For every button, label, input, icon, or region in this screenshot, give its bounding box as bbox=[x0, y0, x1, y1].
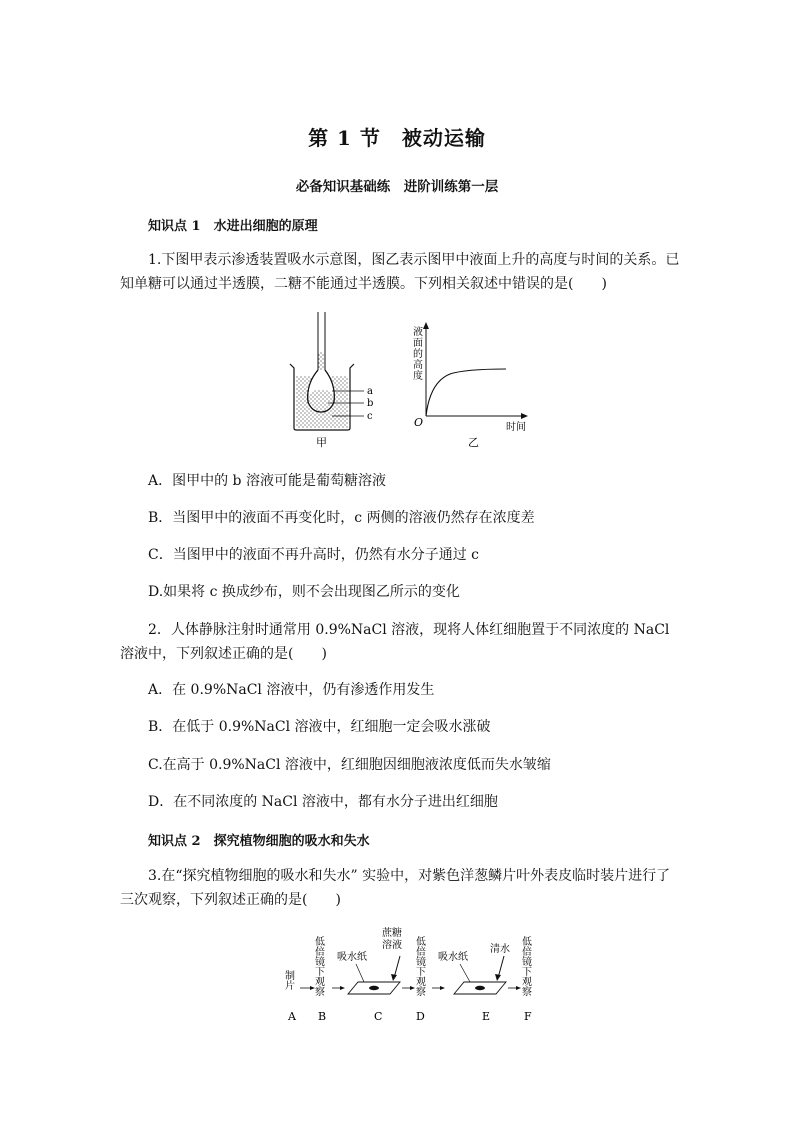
beaker-diagram bbox=[290, 312, 373, 449]
sucrose-line1: 蔗糖 bbox=[382, 928, 402, 939]
label-c: c bbox=[367, 411, 373, 422]
label-a: a bbox=[367, 386, 373, 397]
height-time-graph bbox=[411, 322, 529, 449]
step-observe-d: 低倍镜下观察 bbox=[413, 936, 425, 996]
q2-option-c: C.在高于 0.9%NaCl 溶液中，红细胞因细胞液浓度低而失水皱缩 bbox=[148, 757, 551, 773]
question-1-stem bbox=[120, 248, 680, 296]
q1-option-a: A．图甲中的 b 溶液可能是葡萄糖溶液 bbox=[148, 473, 386, 489]
knowledge-point-2: 知识点 2 探究植物细胞的吸水和失水 bbox=[148, 834, 370, 849]
letter-f: F bbox=[524, 1010, 532, 1023]
figure-osmosis bbox=[280, 312, 540, 452]
letter-c: C bbox=[374, 1010, 383, 1023]
sucrose-line2: 溶液 bbox=[382, 940, 402, 951]
q1-option-c: C．当图甲中的液面不再升高时，仍然有水分子通过 c bbox=[148, 547, 480, 563]
q1-option-d: D.如果将 c 换成纱布，则不会出现图乙所示的变化 bbox=[148, 584, 460, 600]
q2-option-b: B．在低于 0.9%NaCl 溶液中，红细胞一定会吸水涨破 bbox=[148, 719, 491, 735]
section-subtitle: 必备知识基础练 进阶训练第一层 bbox=[295, 179, 499, 195]
q1-option-b: B．当图甲中的液面不再变化时，c 两侧的溶液仍然存在浓度差 bbox=[148, 510, 535, 526]
q2-option-a: A．在 0.9%NaCl 溶液中，仍有渗透作用发生 bbox=[148, 682, 435, 698]
x-axis-label: 时间 bbox=[506, 422, 526, 433]
letter-e: E bbox=[482, 1010, 491, 1023]
caption-yi: 乙 bbox=[468, 436, 479, 449]
letter-a: A bbox=[288, 1010, 296, 1023]
water-label: 清水 bbox=[490, 944, 510, 955]
step-observe-b: 低倍镜下观察 bbox=[312, 936, 324, 996]
letter-d: D bbox=[416, 1010, 425, 1023]
question-1-text: 1.下图甲表示渗透装置吸水示意图，图乙表示图甲中液面上升的高度与时间的关系。已知单糖可以通过半透膜，二糖不能通过半透膜。下列相关叙述中错误的是( ) bbox=[120, 252, 680, 292]
curve-rise bbox=[426, 369, 506, 416]
question-3-stem bbox=[120, 864, 680, 912]
label-b: b bbox=[367, 398, 374, 409]
absorb-paper-2: 吸水纸 bbox=[438, 952, 468, 963]
question-2-text: 2．人体静脉注射时通常用 0.9%NaCl 溶液，现将人体红细胞置于不同浓度的 NaCl 溶液中，下列叙述正确的是( ) bbox=[120, 622, 670, 662]
absorb-paper-1: 吸水纸 bbox=[337, 952, 367, 963]
step-observe-f: 低倍镜下观察 bbox=[519, 936, 531, 996]
knowledge-point-1: 知识点 1 水进出细胞的原理 bbox=[148, 219, 318, 234]
y-axis-label: 液面的高度 bbox=[410, 326, 422, 381]
caption-jia: 甲 bbox=[316, 436, 327, 449]
page-title: 第 1 节 被动运输 bbox=[308, 126, 486, 150]
step-zhipian: 制片 bbox=[282, 970, 294, 990]
question-2-stem bbox=[120, 618, 680, 666]
question-3-text: 3.在“探究植物细胞的吸水和失水” 实验中，对紫色洋葱鳞片叶外表皮临时装片进行了三次观察，下列叙述正确的是( ) bbox=[120, 868, 671, 908]
q2-option-d: D．在不同浓度的 NaCl 溶液中，都有水分子进出红细胞 bbox=[148, 794, 498, 810]
figure-plasmolysis-flow bbox=[276, 926, 546, 1026]
letter-b: B bbox=[318, 1010, 327, 1023]
origin-label: O bbox=[414, 416, 424, 429]
